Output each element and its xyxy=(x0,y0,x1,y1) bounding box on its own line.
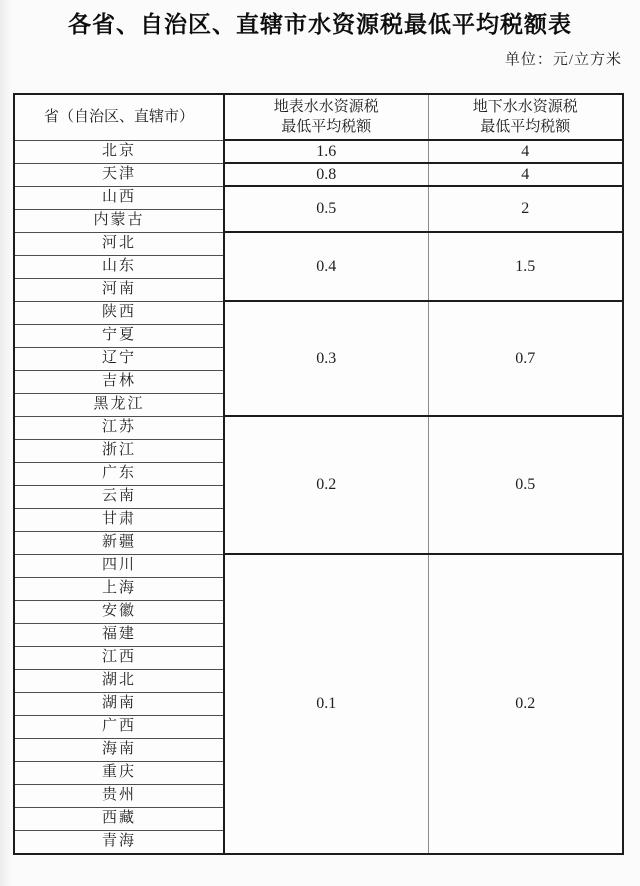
province-cell: 广东 xyxy=(14,462,224,485)
header-surface-line2: 最低平均税额 xyxy=(281,119,372,135)
ground-value-cell: 1.5 xyxy=(428,232,623,301)
province-cell: 河北 xyxy=(14,232,224,255)
province-cell: 福建 xyxy=(14,623,224,646)
ground-value-cell: 4 xyxy=(428,163,623,186)
province-cell: 云南 xyxy=(14,485,224,508)
province-cell: 广西 xyxy=(14,715,224,738)
province-cell: 海南 xyxy=(14,738,224,761)
province-cell: 甘肃 xyxy=(14,508,224,531)
header-surface-line1: 地表水水资源税 xyxy=(273,99,379,115)
water-resource-tax-table xyxy=(13,93,624,855)
province-cell: 陕西 xyxy=(14,301,224,324)
table-row xyxy=(14,186,623,209)
province-cell: 青海 xyxy=(14,830,224,854)
table-row xyxy=(14,140,623,163)
province-cell: 内蒙古 xyxy=(14,209,224,232)
province-cell: 上海 xyxy=(14,577,224,600)
surface-value-cell: 0.1 xyxy=(224,554,428,854)
province-cell: 浙江 xyxy=(14,439,224,462)
ground-value-cell: 0.7 xyxy=(428,301,623,416)
surface-value-cell: 0.8 xyxy=(224,163,428,186)
province-cell: 湖北 xyxy=(14,669,224,692)
province-cell: 江西 xyxy=(14,646,224,669)
header-ground-line1: 地下水水资源税 xyxy=(472,99,578,115)
province-cell: 河南 xyxy=(14,278,224,301)
surface-value-cell: 0.2 xyxy=(224,416,428,554)
province-cell: 四川 xyxy=(14,554,224,577)
header-row xyxy=(14,94,623,140)
province-cell: 吉林 xyxy=(14,370,224,393)
table-row xyxy=(14,301,623,324)
ground-value-cell: 0.2 xyxy=(428,554,623,854)
ground-value-cell: 2 xyxy=(428,186,623,232)
surface-value-cell: 1.6 xyxy=(224,140,428,163)
province-cell: 天津 xyxy=(14,163,224,186)
province-cell: 黑龙江 xyxy=(14,393,224,416)
ground-value-cell: 4 xyxy=(428,140,623,163)
province-cell: 江苏 xyxy=(14,416,224,439)
surface-value-cell: 0.5 xyxy=(224,186,428,232)
header-ground xyxy=(428,94,623,140)
table-row xyxy=(14,554,623,577)
province-cell: 山西 xyxy=(14,186,224,209)
province-cell: 新疆 xyxy=(14,531,224,554)
province-cell: 贵州 xyxy=(14,784,224,807)
header-surface xyxy=(224,94,428,140)
table-row xyxy=(14,232,623,255)
province-cell: 重庆 xyxy=(14,761,224,784)
header-ground-line2: 最低平均税额 xyxy=(480,119,571,135)
ground-value-cell: 0.5 xyxy=(428,416,623,554)
province-cell: 山东 xyxy=(14,255,224,278)
province-cell: 湖南 xyxy=(14,692,224,715)
unit-label: 单位：元/立方米 xyxy=(504,52,622,68)
province-cell: 辽宁 xyxy=(14,347,224,370)
table-row xyxy=(14,163,623,186)
page-title: 各省、自治区、直辖市水资源税最低平均税额表 xyxy=(68,12,572,37)
province-cell: 西藏 xyxy=(14,807,224,830)
province-cell: 北京 xyxy=(14,140,224,163)
surface-value-cell: 0.4 xyxy=(224,232,428,301)
table-row xyxy=(14,416,623,439)
province-cell: 宁夏 xyxy=(14,324,224,347)
province-cell: 安徽 xyxy=(14,600,224,623)
header-province: 省（自治区、直辖市） xyxy=(14,94,224,140)
surface-value-cell: 0.3 xyxy=(224,301,428,416)
